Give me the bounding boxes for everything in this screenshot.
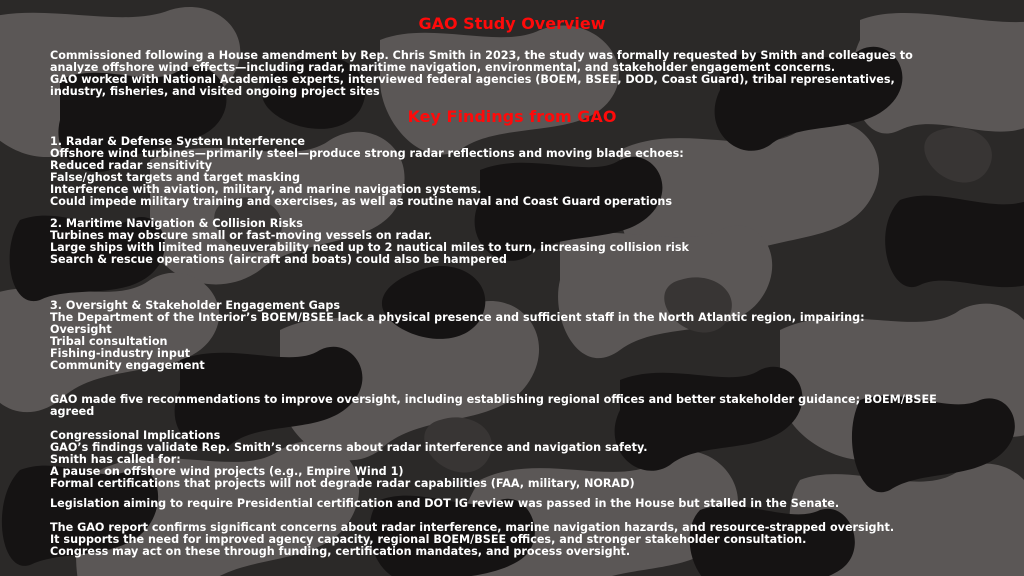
radar-heading: 1. Radar & Defense System Interference xyxy=(50,135,305,148)
oversight-section xyxy=(50,300,980,372)
oversight-line: Fishing-industry input xyxy=(50,347,191,360)
radar-line: Offshore wind turbines—primarily steel—produce strong radar reflections and moving blade echoes: xyxy=(50,147,684,160)
maritime-section xyxy=(50,218,980,266)
recommendations-text xyxy=(50,394,980,418)
congressional-line: A pause on offshore wind projects (e.g., Empire Wind 1) xyxy=(50,465,404,478)
conclusion-section xyxy=(50,522,980,558)
overview-line: analyze offshore wind effects—including radar, maritime navigation, environmental, and stakeholder engagement concerns. xyxy=(50,61,836,74)
maritime-line: Turbines may obscure small or fast-moving vessels on radar. xyxy=(50,229,433,242)
oversight-line: Community engagement xyxy=(50,359,205,372)
maritime-line: Large ships with limited maneuverability need up to 2 nautical miles to turn, increasing collision risk xyxy=(50,241,689,254)
congressional-line: GAO’s findings validate Rep. Smith’s concerns about radar interference and navigation safety. xyxy=(50,441,648,454)
congressional-line: Formal certifications that projects will not degrade radar capabilities (FAA, military, NORAD) xyxy=(50,477,635,490)
radar-line: Could impede military training and exercises, as well as routine naval and Coast Guard operations xyxy=(50,195,672,208)
legislation-text xyxy=(50,498,980,510)
maritime-line: Search & rescue operations (aircraft and boats) could also be hampered xyxy=(50,253,507,266)
radar-line: Reduced radar sensitivity xyxy=(50,159,212,172)
overview-title: GAO Study Overview xyxy=(418,14,606,33)
oversight-line: The Department of the Interior’s BOEM/BSEE lack a physical presence and sufficient staff in the North Atlantic region, impairing: xyxy=(50,311,865,324)
oversight-line: Tribal consultation xyxy=(50,335,168,348)
congressional-line: Smith has called for: xyxy=(50,453,181,466)
conclusion-line: It supports the need for improved agency capacity, regional BOEM/BSEE offices, and stronger stakeholder consultation. xyxy=(50,533,807,546)
oversight-heading: 3. Oversight & Stakeholder Engagement Gaps xyxy=(50,299,340,312)
radar-line: Interference with aviation, military, and marine navigation systems. xyxy=(50,183,482,196)
overview-line: Commissioned following a House amendment by Rep. Chris Smith in 2023, the study was formally requested by Smith and colleagues to xyxy=(50,49,913,62)
conclusion-line: The GAO report confirms significant concerns about radar interference, marine navigation hazards, and resource-strapped oversight. xyxy=(50,521,895,534)
congressional-heading: Congressional Implications xyxy=(50,429,221,442)
legislation-line: Legislation aiming to require Presidential certification and DOT IG review was passed in the House but stalled in the Senate. xyxy=(50,497,840,510)
overview-text xyxy=(50,50,980,98)
radar-section xyxy=(50,136,980,208)
key-findings-title: Key Findings from GAO xyxy=(407,107,617,126)
radar-line: False/ghost targets and target masking xyxy=(50,171,300,184)
congressional-section xyxy=(50,430,980,490)
conclusion-line: Congress may act on these through funding, certification mandates, and process oversight. xyxy=(50,545,631,558)
oversight-line: Oversight xyxy=(50,323,112,336)
maritime-heading: 2. Maritime Navigation & Collision Risks xyxy=(50,217,303,230)
recommendations-line: GAO made five recommendations to improve oversight, including establishing regional offices and better stakeholder guidance; BOEM/BSEE agreed xyxy=(50,393,937,418)
overview-line: GAO worked with National Academies experts, interviewed federal agencies (BOEM, BSEE, DOD, Coast Guard), tribal representatives, xyxy=(50,73,895,86)
overview-line: industry, fisheries, and visited ongoing project sites xyxy=(50,85,380,98)
